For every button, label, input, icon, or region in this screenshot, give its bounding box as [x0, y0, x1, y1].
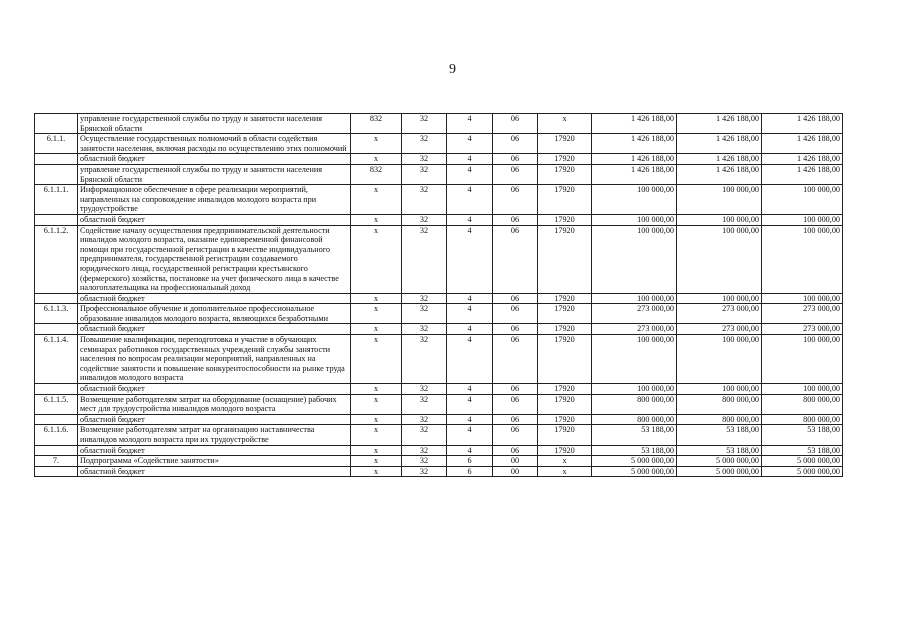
- row-subprogram-cell: 4: [447, 394, 493, 414]
- row-grbs-cell: х: [351, 154, 402, 165]
- row-program-cell: 32: [402, 214, 447, 225]
- row-name-cell: областной бюджет: [78, 324, 351, 335]
- row-subprogram-cell: 4: [447, 414, 493, 425]
- row-subprogram-cell: 4: [447, 304, 493, 324]
- row-code-cell: [35, 293, 78, 304]
- row-name-cell: Содействие началу осуществления предпринимательской деятельности инвалидов молодого возраста, оказание единовременной финансовой помощи при государственной регистрации в качестве индивидуального предпринимателя, государственной регистрации создаваемого юридического лица, государственной регистрации крестьянского (фермерского) хозяйства, постановке на учет физического лица в качестве налогоплательщика на профессиональный доход: [78, 225, 351, 293]
- row-code-cell: [35, 114, 78, 134]
- table-row: [35, 214, 843, 225]
- row-subprogram-cell: 4: [447, 425, 493, 445]
- row-main-event-cell: 06: [493, 154, 538, 165]
- row-subprogram-cell: 4: [447, 335, 493, 384]
- table-row: [35, 384, 843, 395]
- row-grbs-cell: х: [351, 293, 402, 304]
- table-row: [35, 225, 843, 293]
- row-amount-year2-cell: 1 426 188,00: [677, 164, 762, 184]
- row-grbs-cell: х: [351, 225, 402, 293]
- row-name-cell: областной бюджет: [78, 445, 351, 456]
- row-code-cell: 7.: [35, 456, 78, 467]
- row-amount-year2-cell: 100 000,00: [677, 214, 762, 225]
- row-amount-year3-cell: 273 000,00: [762, 304, 843, 324]
- row-grbs-cell: х: [351, 466, 402, 477]
- row-subprogram-cell: 4: [447, 384, 493, 395]
- row-amount-year2-cell: 273 000,00: [677, 324, 762, 335]
- row-main-event-cell: 06: [493, 384, 538, 395]
- row-grbs-cell: х: [351, 324, 402, 335]
- row-amount-year3-cell: 100 000,00: [762, 384, 843, 395]
- row-amount-year3-cell: 100 000,00: [762, 293, 843, 304]
- row-name-cell: областной бюджет: [78, 154, 351, 165]
- row-amount-year1-cell: 100 000,00: [592, 335, 677, 384]
- row-name-cell: Осуществление государственных полномочий в области содействия занятости населения, включая расходы по осуществлению этих полномочий: [78, 134, 351, 154]
- row-subprogram-cell: 4: [447, 154, 493, 165]
- row-amount-year3-cell: 100 000,00: [762, 185, 843, 215]
- row-subprogram-cell: 4: [447, 185, 493, 215]
- row-grbs-cell: х: [351, 335, 402, 384]
- row-amount-year1-cell: 800 000,00: [592, 394, 677, 414]
- row-code-cell: 6.1.1.6.: [35, 425, 78, 445]
- row-direction-cell: 17920: [538, 335, 592, 384]
- row-amount-year3-cell: 273 000,00: [762, 324, 843, 335]
- row-amount-year3-cell: 1 426 188,00: [762, 154, 843, 165]
- row-direction-cell: х: [538, 456, 592, 467]
- row-amount-year1-cell: 100 000,00: [592, 214, 677, 225]
- row-main-event-cell: 00: [493, 456, 538, 467]
- row-name-cell: Профессиональное обучение и дополнительное профессиональное образование инвалидов молодого возраста, являющихся безработными: [78, 304, 351, 324]
- row-program-cell: 32: [402, 154, 447, 165]
- row-program-cell: 32: [402, 304, 447, 324]
- row-direction-cell: х: [538, 114, 592, 134]
- table-row: [35, 425, 843, 445]
- budget-table: [34, 113, 843, 477]
- row-code-cell: 6.1.1.1.: [35, 185, 78, 215]
- row-name-cell: управление государственной службы по труду и занятости населения Брянской области: [78, 114, 351, 134]
- row-direction-cell: 17920: [538, 425, 592, 445]
- row-main-event-cell: 06: [493, 304, 538, 324]
- table-row: [35, 304, 843, 324]
- row-direction-cell: 17920: [538, 324, 592, 335]
- row-direction-cell: 17920: [538, 445, 592, 456]
- row-program-cell: 32: [402, 466, 447, 477]
- row-amount-year1-cell: 800 000,00: [592, 414, 677, 425]
- row-grbs-cell: х: [351, 445, 402, 456]
- row-program-cell: 32: [402, 445, 447, 456]
- row-grbs-cell: 832: [351, 114, 402, 134]
- row-program-cell: 32: [402, 114, 447, 134]
- row-main-event-cell: 06: [493, 335, 538, 384]
- row-name-cell: областной бюджет: [78, 293, 351, 304]
- row-grbs-cell: х: [351, 304, 402, 324]
- table-row: [35, 185, 843, 215]
- row-direction-cell: 17920: [538, 225, 592, 293]
- row-grbs-cell: х: [351, 384, 402, 395]
- row-amount-year3-cell: 100 000,00: [762, 335, 843, 384]
- page-number: 9: [449, 62, 456, 77]
- row-main-event-cell: 00: [493, 466, 538, 477]
- row-program-cell: 32: [402, 164, 447, 184]
- row-name-cell: областной бюджет: [78, 466, 351, 477]
- row-amount-year3-cell: 5 000 000,00: [762, 456, 843, 467]
- row-code-cell: [35, 164, 78, 184]
- row-main-event-cell: 06: [493, 293, 538, 304]
- row-code-cell: [35, 384, 78, 395]
- row-code-cell: 6.1.1.4.: [35, 335, 78, 384]
- row-main-event-cell: 06: [493, 114, 538, 134]
- table-row: [35, 134, 843, 154]
- row-name-cell: Возмещение работодателям затрат на организацию наставничества инвалидов молодого возраста при их трудоустройстве: [78, 425, 351, 445]
- row-amount-year2-cell: 100 000,00: [677, 335, 762, 384]
- row-amount-year3-cell: 100 000,00: [762, 214, 843, 225]
- row-grbs-cell: 832: [351, 164, 402, 184]
- row-amount-year3-cell: 53 188,00: [762, 445, 843, 456]
- row-code-cell: 6.1.1.2.: [35, 225, 78, 293]
- row-name-cell: Подпрограмма «Содействие занятости»: [78, 456, 351, 467]
- row-program-cell: 32: [402, 335, 447, 384]
- table-row: [35, 414, 843, 425]
- row-amount-year2-cell: 53 188,00: [677, 425, 762, 445]
- row-subprogram-cell: 6: [447, 456, 493, 467]
- table-row: [35, 335, 843, 384]
- row-program-cell: 32: [402, 324, 447, 335]
- row-amount-year2-cell: 100 000,00: [677, 185, 762, 215]
- row-subprogram-cell: 4: [447, 225, 493, 293]
- row-subprogram-cell: 4: [447, 114, 493, 134]
- row-direction-cell: х: [538, 466, 592, 477]
- row-subprogram-cell: 6: [447, 466, 493, 477]
- row-amount-year2-cell: 1 426 188,00: [677, 154, 762, 165]
- row-direction-cell: 17920: [538, 154, 592, 165]
- row-amount-year1-cell: 1 426 188,00: [592, 164, 677, 184]
- row-direction-cell: 17920: [538, 164, 592, 184]
- row-amount-year3-cell: 800 000,00: [762, 394, 843, 414]
- row-amount-year2-cell: 273 000,00: [677, 304, 762, 324]
- table-row: [35, 456, 843, 467]
- row-program-cell: 32: [402, 384, 447, 395]
- row-name-cell: областной бюджет: [78, 214, 351, 225]
- table-row: [35, 394, 843, 414]
- row-amount-year1-cell: 53 188,00: [592, 445, 677, 456]
- row-amount-year1-cell: 100 000,00: [592, 384, 677, 395]
- row-program-cell: 32: [402, 293, 447, 304]
- row-direction-cell: 17920: [538, 414, 592, 425]
- row-name-cell: Повышение квалификации, переподготовка и участие в обучающих семинарах работников государственных учреждений службы занятости населения по вопросам реализации мероприятий, направленных на содействие занятости и повышение конкурентоспособности на рынке труда инвалидов молодого возраста: [78, 335, 351, 384]
- row-program-cell: 32: [402, 414, 447, 425]
- row-amount-year2-cell: 800 000,00: [677, 394, 762, 414]
- row-amount-year2-cell: 800 000,00: [677, 414, 762, 425]
- row-main-event-cell: 06: [493, 214, 538, 225]
- row-subprogram-cell: 4: [447, 293, 493, 304]
- row-amount-year2-cell: 1 426 188,00: [677, 114, 762, 134]
- table-row: [35, 324, 843, 335]
- row-amount-year1-cell: 53 188,00: [592, 425, 677, 445]
- row-name-cell: Возмещение работодателям затрат на оборудование (оснащение) рабочих мест для трудоустройства инвалидов молодого возраста: [78, 394, 351, 414]
- row-amount-year3-cell: 100 000,00: [762, 225, 843, 293]
- row-name-cell: областной бюджет: [78, 414, 351, 425]
- row-grbs-cell: х: [351, 134, 402, 154]
- row-amount-year1-cell: 5 000 000,00: [592, 456, 677, 467]
- row-program-cell: 32: [402, 134, 447, 154]
- row-name-cell: управление государственной службы по труду и занятости населения Брянской области: [78, 164, 351, 184]
- row-program-cell: 32: [402, 425, 447, 445]
- row-main-event-cell: 06: [493, 225, 538, 293]
- row-direction-cell: 17920: [538, 394, 592, 414]
- row-main-event-cell: 06: [493, 134, 538, 154]
- row-main-event-cell: 06: [493, 414, 538, 425]
- row-code-cell: [35, 445, 78, 456]
- row-grbs-cell: х: [351, 425, 402, 445]
- table-row: [35, 466, 843, 477]
- row-amount-year2-cell: 100 000,00: [677, 225, 762, 293]
- row-amount-year1-cell: 100 000,00: [592, 225, 677, 293]
- budget-table-body: [35, 114, 843, 477]
- row-main-event-cell: 06: [493, 394, 538, 414]
- row-code-cell: [35, 214, 78, 225]
- table-row: [35, 293, 843, 304]
- row-direction-cell: 17920: [538, 293, 592, 304]
- table-row: [35, 445, 843, 456]
- row-subprogram-cell: 4: [447, 324, 493, 335]
- row-name-cell: Информационное обеспечение в сфере реализации мероприятий, направленных на сопровождение инвалидов молодого возраста при трудоустройстве: [78, 185, 351, 215]
- row-subprogram-cell: 4: [447, 214, 493, 225]
- row-direction-cell: 17920: [538, 134, 592, 154]
- row-amount-year3-cell: 1 426 188,00: [762, 114, 843, 134]
- row-amount-year1-cell: 273 000,00: [592, 324, 677, 335]
- row-main-event-cell: 06: [493, 425, 538, 445]
- row-subprogram-cell: 4: [447, 164, 493, 184]
- row-code-cell: [35, 154, 78, 165]
- row-amount-year1-cell: 1 426 188,00: [592, 114, 677, 134]
- row-amount-year2-cell: 53 188,00: [677, 445, 762, 456]
- row-amount-year2-cell: 5 000 000,00: [677, 466, 762, 477]
- row-amount-year3-cell: 1 426 188,00: [762, 164, 843, 184]
- row-code-cell: 6.1.1.5.: [35, 394, 78, 414]
- row-program-cell: 32: [402, 225, 447, 293]
- row-amount-year1-cell: 273 000,00: [592, 304, 677, 324]
- row-amount-year1-cell: 1 426 188,00: [592, 154, 677, 165]
- row-direction-cell: 17920: [538, 304, 592, 324]
- table-row: [35, 114, 843, 134]
- row-direction-cell: 17920: [538, 185, 592, 215]
- row-main-event-cell: 06: [493, 324, 538, 335]
- row-grbs-cell: х: [351, 414, 402, 425]
- row-code-cell: [35, 414, 78, 425]
- table-row: [35, 164, 843, 184]
- row-amount-year3-cell: 800 000,00: [762, 414, 843, 425]
- row-amount-year2-cell: 100 000,00: [677, 384, 762, 395]
- row-program-cell: 32: [402, 185, 447, 215]
- row-name-cell: областной бюджет: [78, 384, 351, 395]
- row-subprogram-cell: 4: [447, 134, 493, 154]
- row-code-cell: 6.1.1.: [35, 134, 78, 154]
- row-amount-year2-cell: 1 426 188,00: [677, 134, 762, 154]
- row-amount-year1-cell: 100 000,00: [592, 185, 677, 215]
- row-amount-year3-cell: 5 000 000,00: [762, 466, 843, 477]
- row-amount-year2-cell: 5 000 000,00: [677, 456, 762, 467]
- row-code-cell: [35, 324, 78, 335]
- row-main-event-cell: 06: [493, 164, 538, 184]
- row-direction-cell: 17920: [538, 214, 592, 225]
- row-code-cell: [35, 466, 78, 477]
- row-main-event-cell: 06: [493, 445, 538, 456]
- row-program-cell: 32: [402, 456, 447, 467]
- row-grbs-cell: х: [351, 185, 402, 215]
- row-amount-year3-cell: 1 426 188,00: [762, 134, 843, 154]
- row-subprogram-cell: 4: [447, 445, 493, 456]
- row-amount-year3-cell: 53 188,00: [762, 425, 843, 445]
- row-amount-year1-cell: 1 426 188,00: [592, 134, 677, 154]
- row-direction-cell: 17920: [538, 384, 592, 395]
- row-amount-year2-cell: 100 000,00: [677, 293, 762, 304]
- table-row: [35, 154, 843, 165]
- row-program-cell: 32: [402, 394, 447, 414]
- row-main-event-cell: 06: [493, 185, 538, 215]
- row-grbs-cell: х: [351, 456, 402, 467]
- row-grbs-cell: х: [351, 214, 402, 225]
- row-amount-year1-cell: 5 000 000,00: [592, 466, 677, 477]
- row-amount-year1-cell: 100 000,00: [592, 293, 677, 304]
- row-code-cell: 6.1.1.3.: [35, 304, 78, 324]
- row-grbs-cell: х: [351, 394, 402, 414]
